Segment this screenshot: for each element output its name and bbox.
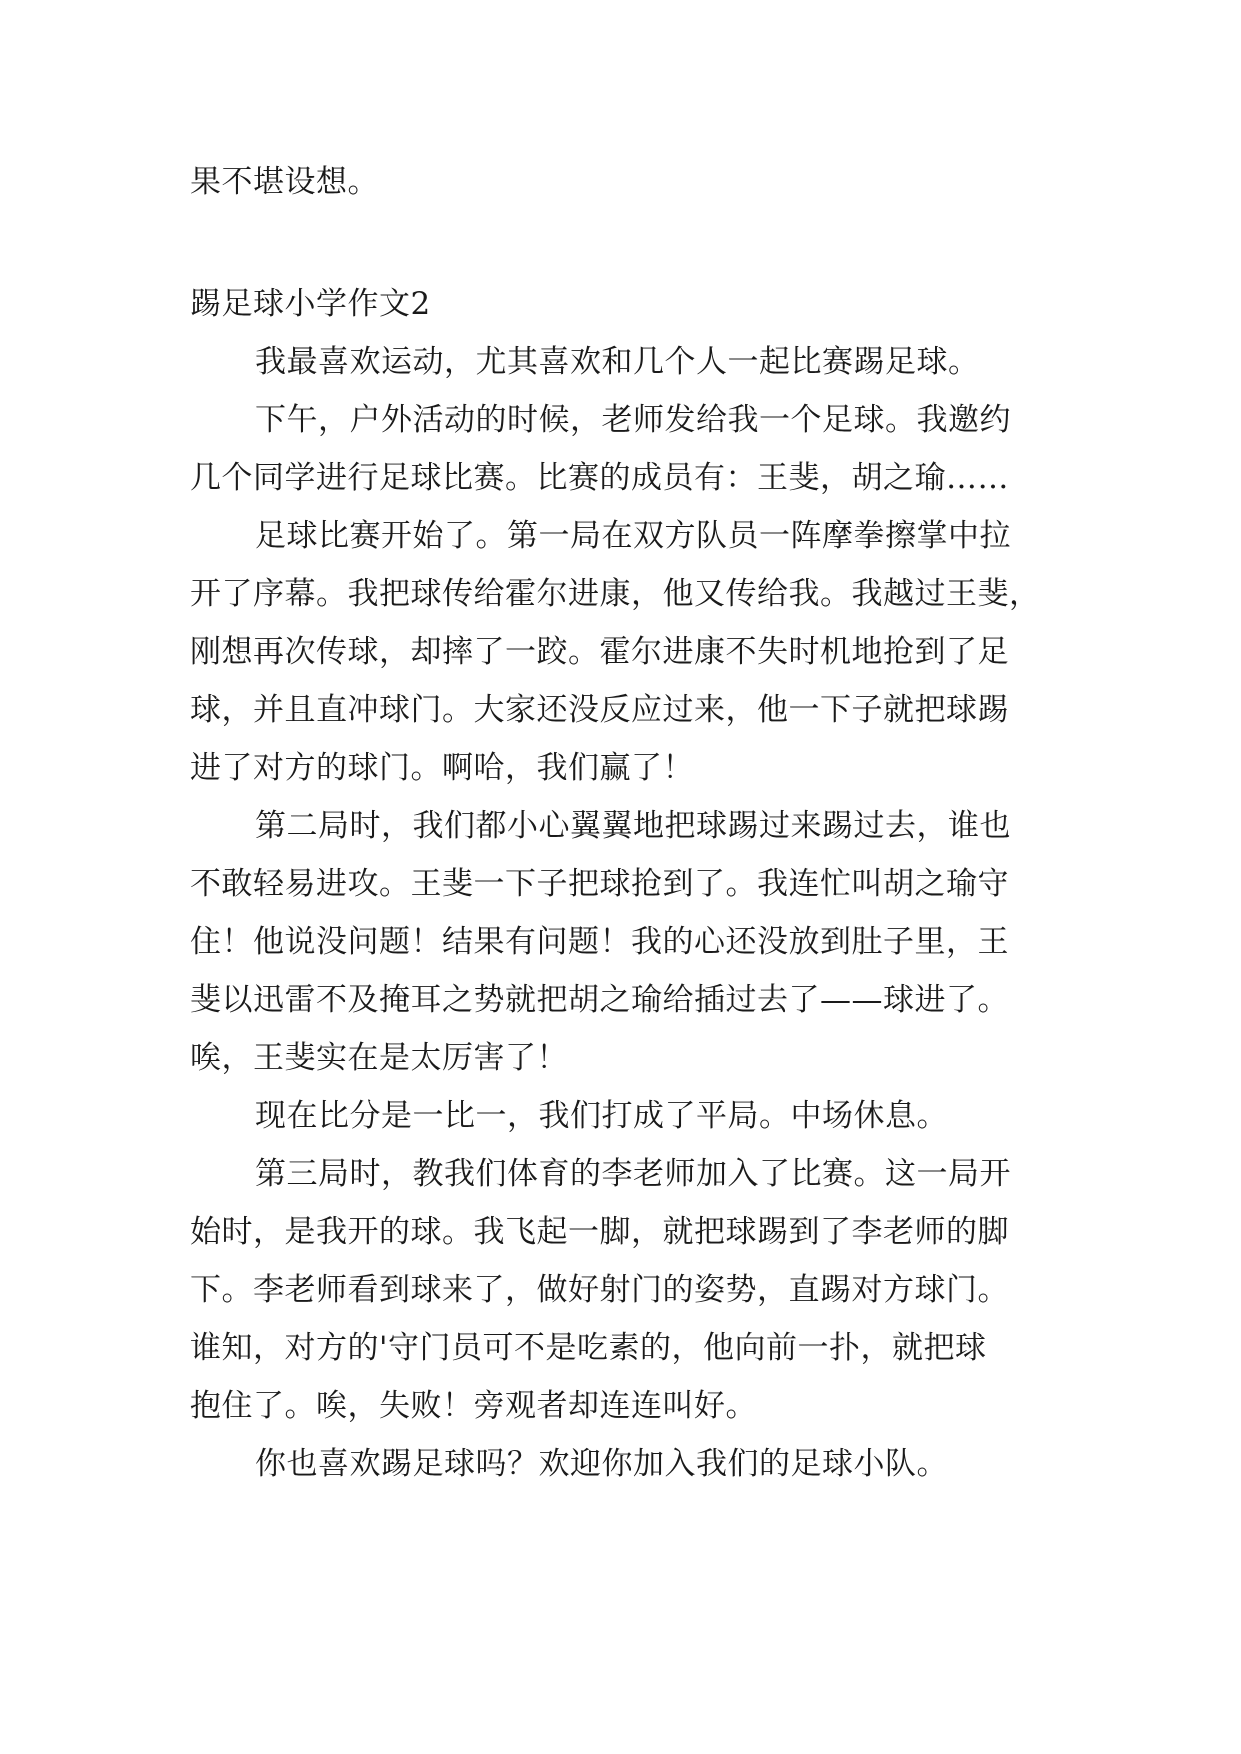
paragraph-line: 开了序幕。我把球传给霍尔进康，他又传给我。我越过王斐，	[190, 576, 1041, 612]
paragraph-line: 你也喜欢踢足球吗？欢迎你加入我们的足球小队。	[255, 1446, 948, 1482]
paragraph-line: 进了对方的球门。啊哈，我们赢了！	[190, 750, 694, 786]
paragraph-line: 第二局时，我们都小心翼翼地把球踢过来踢过去，谁也	[255, 808, 1011, 844]
paragraph-line: 几个同学进行足球比赛。比赛的成员有：王斐，胡之瑜……	[190, 460, 1009, 496]
paragraph-line: 球，并且直冲球门。大家还没反应过来，他一下子就把球踢	[190, 692, 1009, 728]
paragraph-line: 抱住了。唉，失败！旁观者却连连叫好。	[190, 1388, 757, 1424]
paragraph-line: 足球比赛开始了。第一局在双方队员一阵摩拳擦掌中拉	[255, 518, 1011, 554]
paragraph-line: 唉，王斐实在是太厉害了！	[190, 1040, 568, 1076]
paragraph-line: 果不堪设想。	[190, 164, 379, 200]
paragraph-line: 我最喜欢运动，尤其喜欢和几个人一起比赛踢足球。	[255, 344, 980, 380]
paragraph-line: 始时，是我开的球。我飞起一脚，就把球踢到了李老师的脚	[190, 1214, 1009, 1250]
paragraph-line: 第三局时，教我们体育的李老师加入了比赛。这一局开	[255, 1156, 1011, 1192]
section-title: 踢足球小学作文2	[190, 286, 431, 322]
paragraph-line: 斐以迅雷不及掩耳之势就把胡之瑜给插过去了——球进了。	[190, 982, 1009, 1018]
paragraph-line: 现在比分是一比一，我们打成了平局。中场休息。	[255, 1098, 948, 1134]
paragraph-line: 下。李老师看到球来了，做好射门的姿势，直踢对方球门。	[190, 1272, 1009, 1308]
paragraph-line: 住！他说没问题！结果有问题！我的心还没放到肚子里，王	[190, 924, 1009, 960]
paragraph-line: 不敢轻易进攻。王斐一下子把球抢到了。我连忙叫胡之瑜守	[190, 866, 1009, 902]
paragraph-line: 谁知，对方的'守门员可不是吃素的，他向前一扑，就把球	[190, 1330, 987, 1366]
paragraph-line: 下午，户外活动的时候，老师发给我一个足球。我邀约	[255, 402, 1011, 438]
paragraph-line: 刚想再次传球，却摔了一跤。霍尔进康不失时机地抢到了足	[190, 634, 1009, 670]
